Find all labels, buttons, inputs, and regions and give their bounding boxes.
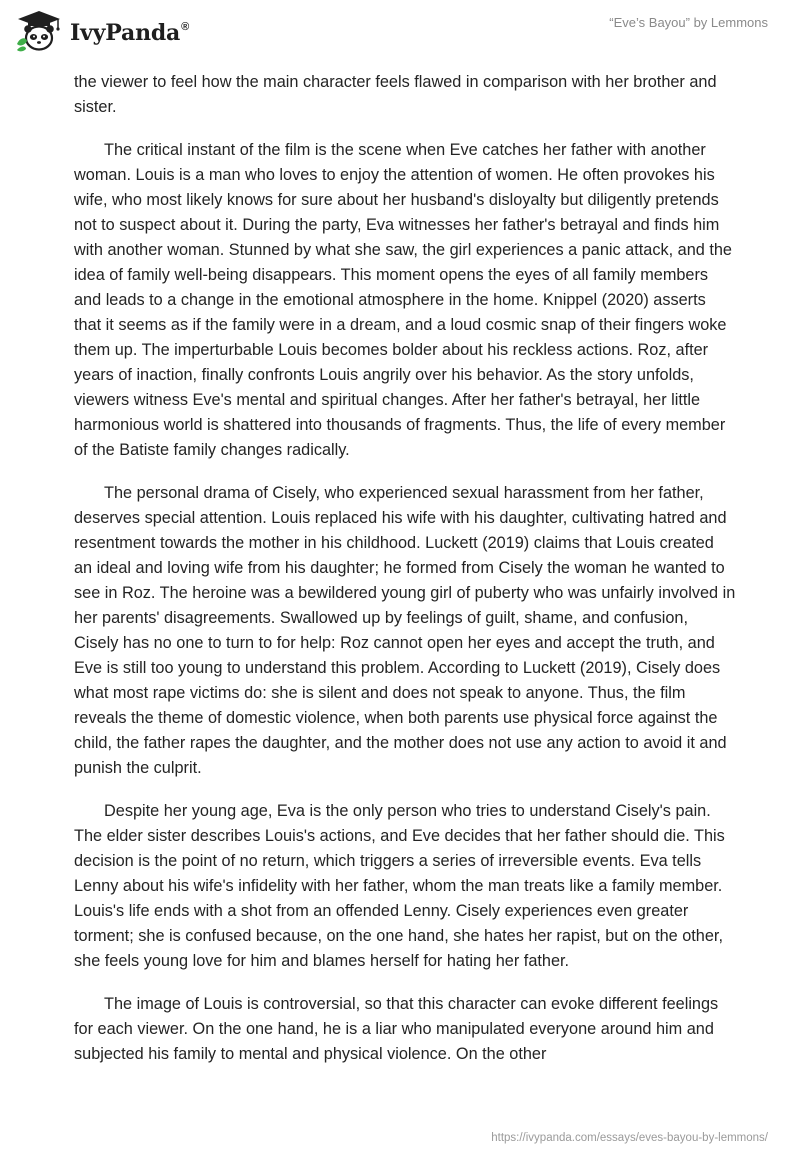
paragraph: The image of Louis is controversial, so that this character can evoke different feelings for each viewer. On the one hand, he is a liar who manipulated everyone around him and subjected his family to mental and physical violence. On the other: [74, 995, 719, 1063]
paragraph: The personal drama of Cisely, who experienced sexual harassment from her father, deserves special attention. Louis replaced his wife with his daughter, cultivating hatred and resentment towards the mother in his childhood. Luckett (2019) claims that Louis created an ideal and loving wife from his daughter; he formed from Cisely the woman he wanted to see in Roz. The heroine was a bewildered young girl of puberty who was unfairly involved in her parents' disagreements. Swallowed up by feelings of guilt, shame, and confusion, Cisely has no one to turn to for help: Roz cannot open her eyes and accept the truth, and Eve is still too young to understand this problem. According to Luckett (2019), Cisely does what most rape victims do: she is silent and does not speak to anyone. Thus, the film reveals the theme of domestic violence, when both parents use physical force against the child, the father rapes the daughter, and the mother does not use any action to avoid it and punish the culprit.: [74, 484, 736, 777]
paragraph: The critical instant of the film is the scene when Eve catches her father with another woman. Louis is a man who loves to enjoy the attention of women. He often provokes his wife, who most likely knows for sure about her husband's disloyalty but diligently pretends not to suspect about it. During the party, Eva witnesses her father's betrayal and finds him with another woman. Stunned by what she saw, the girl experiences a panic attack, and the idea of family well-being disappears. This moment opens the eyes of all family members and leads to a change in the emotional atmosphere in the home. Knippel (2020) asserts that it seems as if the family were in a dream, and a loud cosmic snap of their fingers woke them up. The imperturbable Louis becomes bolder about his reckless actions. Roz, after years of inaction, finally confronts Louis angrily over his behavior. As the story unfolds, viewers witness Eve's mental and spiritual changes. After her father's betrayal, her little harmonious world is shattered into thousands of fragments. Thus, the life of every member of the Batiste family changes radically.: [74, 141, 732, 459]
page-header: [0, 0, 800, 62]
document-title: “Eve’s Bayou” by Lemmons: [609, 15, 768, 30]
registered-mark: ®: [181, 20, 190, 33]
paragraph: Despite her young age, Eva is the only person who tries to understand Cisely's pain. The elder sister describes Louis's actions, and Eve decides that her father should die. This decision is the point of no return, which triggers a series of irreversible events. Eva tells Lenny about his wife's infidelity with her father, whom the man treats like a family member. Louis's life ends with a shot from an offended Lenny. Cisely experiences even greater torment; she is confused because, on the one hand, she hates her rapist, but on the other, she feels young love for him and blames herself for hating her father.: [74, 802, 725, 970]
source-url[interactable]: https://ivypanda.com/essays/eves-bayou-by-lemmons/: [491, 1132, 768, 1144]
brand-name: [70, 20, 189, 46]
essay-body: [74, 70, 736, 1085]
brand-logo[interactable]: [14, 10, 189, 54]
paragraph: the viewer to feel how the main character feels flawed in comparison with her brother and sister.: [74, 73, 717, 116]
brand-name-text: IvyPanda: [70, 20, 181, 46]
panda-graduate-icon: [14, 10, 64, 54]
